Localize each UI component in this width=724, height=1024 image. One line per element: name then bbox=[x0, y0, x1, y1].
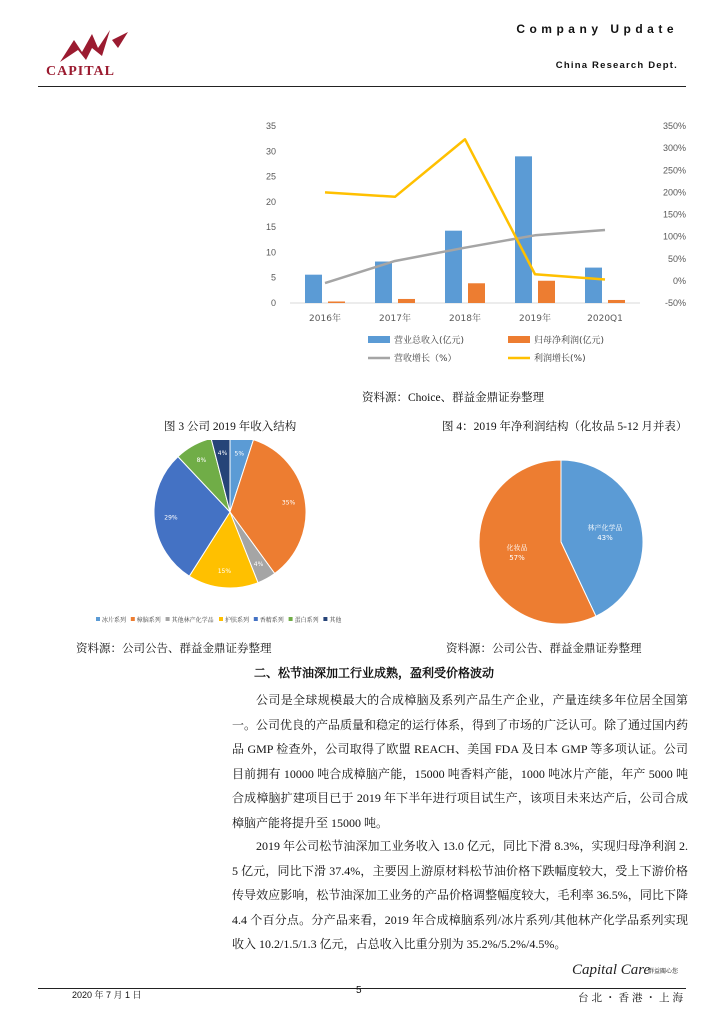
right-axis-tick: 300% bbox=[662, 143, 686, 154]
left-axis-tick: 0 bbox=[270, 298, 276, 308]
pie1-source: 资料源：公司公告、群益金鼎证券整理 bbox=[76, 643, 272, 655]
pie-slice-name: 林产化学品 bbox=[587, 524, 623, 533]
right-axis-tick: 100% bbox=[662, 231, 686, 242]
company-logo bbox=[52, 26, 132, 66]
bar-net-profit bbox=[608, 300, 625, 303]
bar-revenue bbox=[515, 156, 532, 303]
legend-swatch bbox=[368, 336, 390, 343]
section-heading: 二、松节油深加工行业成熟，盈利受价格波动 bbox=[254, 666, 495, 680]
left-axis-tick: 20 bbox=[265, 196, 276, 207]
right-axis-tick: 0% bbox=[672, 275, 686, 286]
right-axis-tick: 250% bbox=[662, 165, 686, 176]
bar-revenue bbox=[305, 275, 322, 303]
legend-label: 其他 bbox=[329, 617, 342, 624]
legend-label: 樟脑系列 bbox=[136, 617, 161, 624]
legend-swatch bbox=[323, 617, 327, 621]
header-dept: China Research Dept. bbox=[555, 60, 678, 71]
legend-label: 营收增长（%） bbox=[394, 354, 457, 364]
legend-label: 营业总收入(亿元) bbox=[394, 336, 465, 346]
category-tick: 2019年 bbox=[519, 314, 551, 324]
bar-net-profit bbox=[328, 301, 345, 303]
category-tick: 2018年 bbox=[449, 314, 481, 324]
footer-date: 2020 年 7 月 1 日 bbox=[72, 990, 142, 1000]
legend-swatch bbox=[131, 617, 135, 621]
paragraph-2: 2019 年公司松节油深加工业务收入 13.0 亿元，同比下滑 8.3%，实现归母净利润 2.5 亿元，同比下滑 37.4%，主要因上游原材料松节油价格下跌幅度较大，受上下游价格传导效应影响，松节油深加工业务的产品价格调整幅度较大，毛利率 36.5%，同比下降 4.4 个百分点。分产品来看，2019 年合成樟脑系列/冰片系列/其他林产化学品系列实现收入 10.2/1.5/1.3 亿元，占总收入比重分别为 35.2%/5.2%/4.5%。 bbox=[232, 839, 688, 951]
legend-label: 蛋白系列 bbox=[294, 617, 319, 624]
bar-revenue bbox=[585, 268, 602, 303]
left-axis-tick: 10 bbox=[265, 247, 276, 258]
pie-slice-label: 4% bbox=[253, 560, 264, 568]
pie2-source: 资料源：公司公告、群益金鼎证券整理 bbox=[446, 643, 642, 655]
right-axis-tick: -50% bbox=[664, 298, 686, 308]
right-axis-tick: 350% bbox=[662, 121, 686, 131]
revenue-profit-combo-chart bbox=[250, 116, 690, 376]
footer-brand-cn: 群益關心您 bbox=[648, 968, 679, 975]
left-axis-tick: 5 bbox=[270, 272, 276, 283]
legend-label: 香精系列 bbox=[259, 617, 284, 624]
legend-swatch bbox=[96, 617, 100, 621]
logo-text: CAPITAL bbox=[46, 64, 115, 79]
bar-net-profit bbox=[468, 283, 485, 303]
right-axis-tick: 50% bbox=[667, 253, 686, 264]
legend-label: 归母净利润(亿元) bbox=[534, 336, 605, 346]
pie-slice-label: 15% bbox=[217, 568, 232, 576]
eagle-logo-icon bbox=[52, 26, 132, 66]
pie-slice-name: 化妆品 bbox=[506, 543, 528, 552]
pie-slice-label: 29% bbox=[164, 514, 178, 522]
category-tick: 2017年 bbox=[379, 314, 411, 324]
profit-structure-pie bbox=[470, 452, 660, 632]
line-profit-growth bbox=[325, 139, 605, 279]
category-tick: 2016年 bbox=[309, 314, 341, 324]
bar-net-profit bbox=[398, 299, 415, 303]
footer-cities: 台北・香港・上海 bbox=[578, 992, 686, 1004]
pie1-title: 图 3 公司 2019 年收入结构 bbox=[164, 421, 297, 433]
revenue-structure-pie bbox=[90, 440, 390, 636]
pie-slice-label: 35% bbox=[281, 499, 296, 507]
legend-label: 其他林产化学品 bbox=[171, 617, 214, 624]
legend-label: 冰片系列 bbox=[102, 617, 127, 624]
category-tick: 2020Q1 bbox=[587, 314, 623, 324]
legend-label: 护肤系列 bbox=[225, 617, 250, 624]
page-number: 5 bbox=[356, 985, 362, 996]
pie-slice-label: 57% bbox=[509, 553, 525, 562]
header-divider bbox=[38, 86, 686, 87]
chart1-source: 资料源：Choice、群益金鼎证券整理 bbox=[362, 392, 545, 404]
footer-brand: Capital Care bbox=[572, 962, 651, 978]
pie-slice-label: 43% bbox=[597, 534, 613, 543]
legend-label: 利润增长(%) bbox=[534, 354, 586, 364]
bar-revenue bbox=[445, 231, 462, 303]
legend-swatch bbox=[289, 617, 293, 621]
right-axis-tick: 200% bbox=[662, 187, 686, 198]
pie2-title: 图 4：2019 年净利润结构（化妆品 5-12 月并表） bbox=[442, 421, 688, 433]
pie-slice-label: 4% bbox=[217, 450, 228, 458]
left-axis-tick: 35 bbox=[265, 121, 276, 131]
paragraph-1: 公司是全球规模最大的合成樟脑及系列产品生产企业，产量连续多年位居全国第一。公司优良的产品质量和稳定的运行体系，得到了市场的广泛认可。除了通过国内药品 GMP 检查外，公司取得了欧盟 REACH、美国 FDA 及日本 GMP 等多项认证。公司目前拥有 10000 吨合成樟脑产能，15000 吨香料产能，1000 吨冰片产能，年产 5000 吨合成樟脑扩建项目已于 2019 年下半年进行项目试生产，该项目未来达产后，公司合成樟脑产能将提升至 15000 吨。 bbox=[232, 693, 689, 830]
pie-slice-label: 5% bbox=[234, 450, 245, 458]
legend-swatch bbox=[508, 336, 530, 343]
right-axis-tick: 150% bbox=[662, 209, 686, 220]
left-axis-tick: 15 bbox=[265, 222, 276, 233]
legend-swatch bbox=[219, 617, 223, 621]
left-axis-tick: 25 bbox=[265, 171, 276, 182]
pie-slice-label: 8% bbox=[196, 457, 207, 465]
legend-swatch bbox=[254, 617, 258, 621]
legend-swatch bbox=[166, 617, 170, 621]
left-axis-tick: 30 bbox=[265, 146, 276, 157]
bar-net-profit bbox=[538, 281, 555, 303]
header-title: Company Update bbox=[516, 22, 678, 36]
